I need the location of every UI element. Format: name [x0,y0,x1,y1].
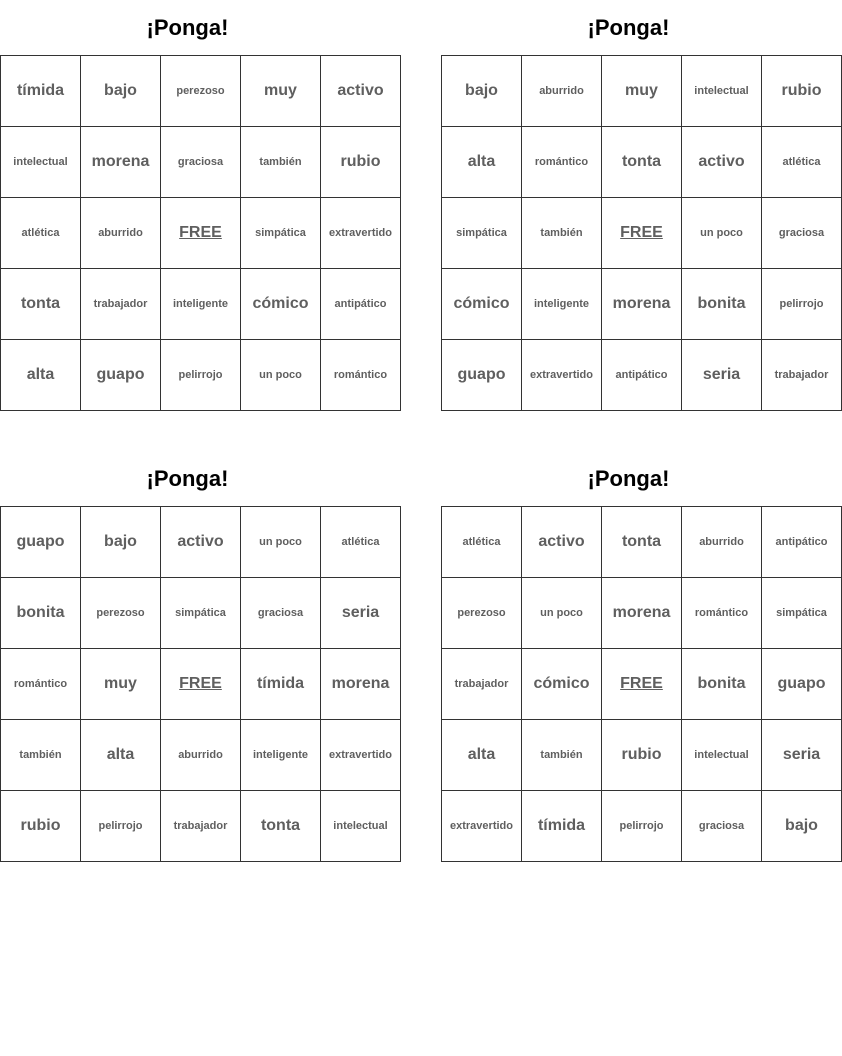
bingo-cell: atlética [762,127,842,198]
bingo-cell: pelirrojo [161,340,241,411]
grid-row [1,507,401,578]
grid-row [442,269,842,340]
bingo-cell: antipático [602,340,682,411]
bingo-cell: tímida [241,649,321,720]
bingo-cell: antipático [762,507,842,578]
bingo-cell: tímida [522,791,602,862]
bingo-cell: aburrido [682,507,762,578]
bingo-cell: un poco [682,198,762,269]
grid-row [442,507,842,578]
bingo-cell: seria [682,340,762,411]
bingo-cell: alta [442,720,522,791]
bingo-cell: activo [682,127,762,198]
bingo-cell: cómico [522,649,602,720]
bingo-cell: inteligente [241,720,321,791]
bingo-cell: intelectual [682,56,762,127]
grid-row [442,649,842,720]
grid-row [1,340,401,411]
bingo-cell: romántico [321,340,401,411]
bingo-cell: tonta [602,507,682,578]
grid-row [442,791,842,862]
bingo-cell: tonta [1,269,81,340]
bingo-cell: pelirrojo [762,269,842,340]
bingo-cell: cómico [442,269,522,340]
bingo-cell: extravertido [321,720,401,791]
grid-row [1,269,401,340]
bingo-cell: pelirrojo [81,791,161,862]
bingo-cell: graciosa [762,198,842,269]
bingo-cell: seria [321,578,401,649]
bingo-cell: seria [762,720,842,791]
bingo-cell: perezoso [161,56,241,127]
bingo-cell: activo [161,507,241,578]
bingo-grid [441,506,842,862]
grid-row [442,340,842,411]
bingo-cell: extravertido [442,791,522,862]
bingo-cell: trabajador [81,269,161,340]
bingo-grid [0,55,401,411]
bingo-cell: simpática [762,578,842,649]
bingo-cell: bajo [762,791,842,862]
bingo-cell: trabajador [442,649,522,720]
bingo-cell: bajo [81,507,161,578]
bingo-cell: intelectual [1,127,81,198]
grid-row [1,791,401,862]
bingo-cell: perezoso [81,578,161,649]
bingo-grid [441,55,842,411]
bingo-cell: intelectual [682,720,762,791]
bingo-cell: un poco [241,507,321,578]
bingo-cell: inteligente [522,269,602,340]
bingo-cell: atlética [442,507,522,578]
bingo-cell: aburrido [522,56,602,127]
bingo-cell: atlética [321,507,401,578]
bingo-cell: trabajador [161,791,241,862]
bingo-cell: romántico [522,127,602,198]
free-cell: FREE [161,649,241,720]
bingo-cell: también [241,127,321,198]
bingo-cell: atlética [1,198,81,269]
bingo-cell: simpática [241,198,321,269]
bingo-cell: bonita [682,649,762,720]
grid-row [1,198,401,269]
bingo-cell: bajo [442,56,522,127]
bingo-cell: guapo [762,649,842,720]
bingo-cell: rubio [321,127,401,198]
grid-row [1,578,401,649]
bingo-cell: también [1,720,81,791]
grid-row [442,56,842,127]
bingo-cell: muy [602,56,682,127]
grid-row [442,578,842,649]
bingo-cell: guapo [1,507,81,578]
bingo-cell: un poco [241,340,321,411]
bingo-cell: rubio [602,720,682,791]
grid-row [1,127,401,198]
free-cell: FREE [602,649,682,720]
bingo-cell: morena [602,269,682,340]
bingo-cell: simpática [442,198,522,269]
bingo-cell: graciosa [161,127,241,198]
bingo-grid [0,506,401,862]
bingo-cell: graciosa [241,578,321,649]
bingo-cell: rubio [762,56,842,127]
bingo-cell: también [522,198,602,269]
bingo-cell: bonita [1,578,81,649]
bingo-cell: inteligente [161,269,241,340]
bingo-cell: activo [321,56,401,127]
bingo-cell: cómico [241,269,321,340]
bingo-cell: también [522,720,602,791]
bingo-cell: morena [321,649,401,720]
bingo-cell: tonta [241,791,321,862]
bingo-cell: aburrido [81,198,161,269]
grid-row [1,56,401,127]
bingo-cell: pelirrojo [602,791,682,862]
card-title: ¡Ponga! [587,15,670,40]
bingo-cell: rubio [1,791,81,862]
card-title: ¡Ponga! [587,466,670,491]
free-cell: FREE [161,198,241,269]
bingo-cell: aburrido [161,720,241,791]
bingo-cell: extravertido [522,340,602,411]
bingo-cell: morena [602,578,682,649]
grid-row [442,198,842,269]
grid-row [1,649,401,720]
bingo-cell: romántico [682,578,762,649]
grid-row [1,720,401,791]
bingo-cell: alta [1,340,81,411]
bingo-cell: extravertido [321,198,401,269]
bingo-cell: guapo [442,340,522,411]
card-title: ¡Ponga! [146,466,229,491]
bingo-cell: graciosa [682,791,762,862]
bingo-cell: antipático [321,269,401,340]
bingo-cell: activo [522,507,602,578]
bingo-cell: simpática [161,578,241,649]
bingo-cell: muy [241,56,321,127]
bingo-cell: un poco [522,578,602,649]
bingo-cell: bonita [682,269,762,340]
bingo-cell: intelectual [321,791,401,862]
free-cell: FREE [602,198,682,269]
grid-row [442,127,842,198]
grid-row [442,720,842,791]
bingo-cell: guapo [81,340,161,411]
bingo-cell: morena [81,127,161,198]
bingo-cell: alta [81,720,161,791]
bingo-cell: perezoso [442,578,522,649]
bingo-cell: tímida [1,56,81,127]
bingo-cell: alta [442,127,522,198]
bingo-cell: bajo [81,56,161,127]
bingo-cell: tonta [602,127,682,198]
card-title: ¡Ponga! [146,15,229,40]
bingo-cell: muy [81,649,161,720]
bingo-cell: romántico [1,649,81,720]
bingo-cell: trabajador [762,340,842,411]
